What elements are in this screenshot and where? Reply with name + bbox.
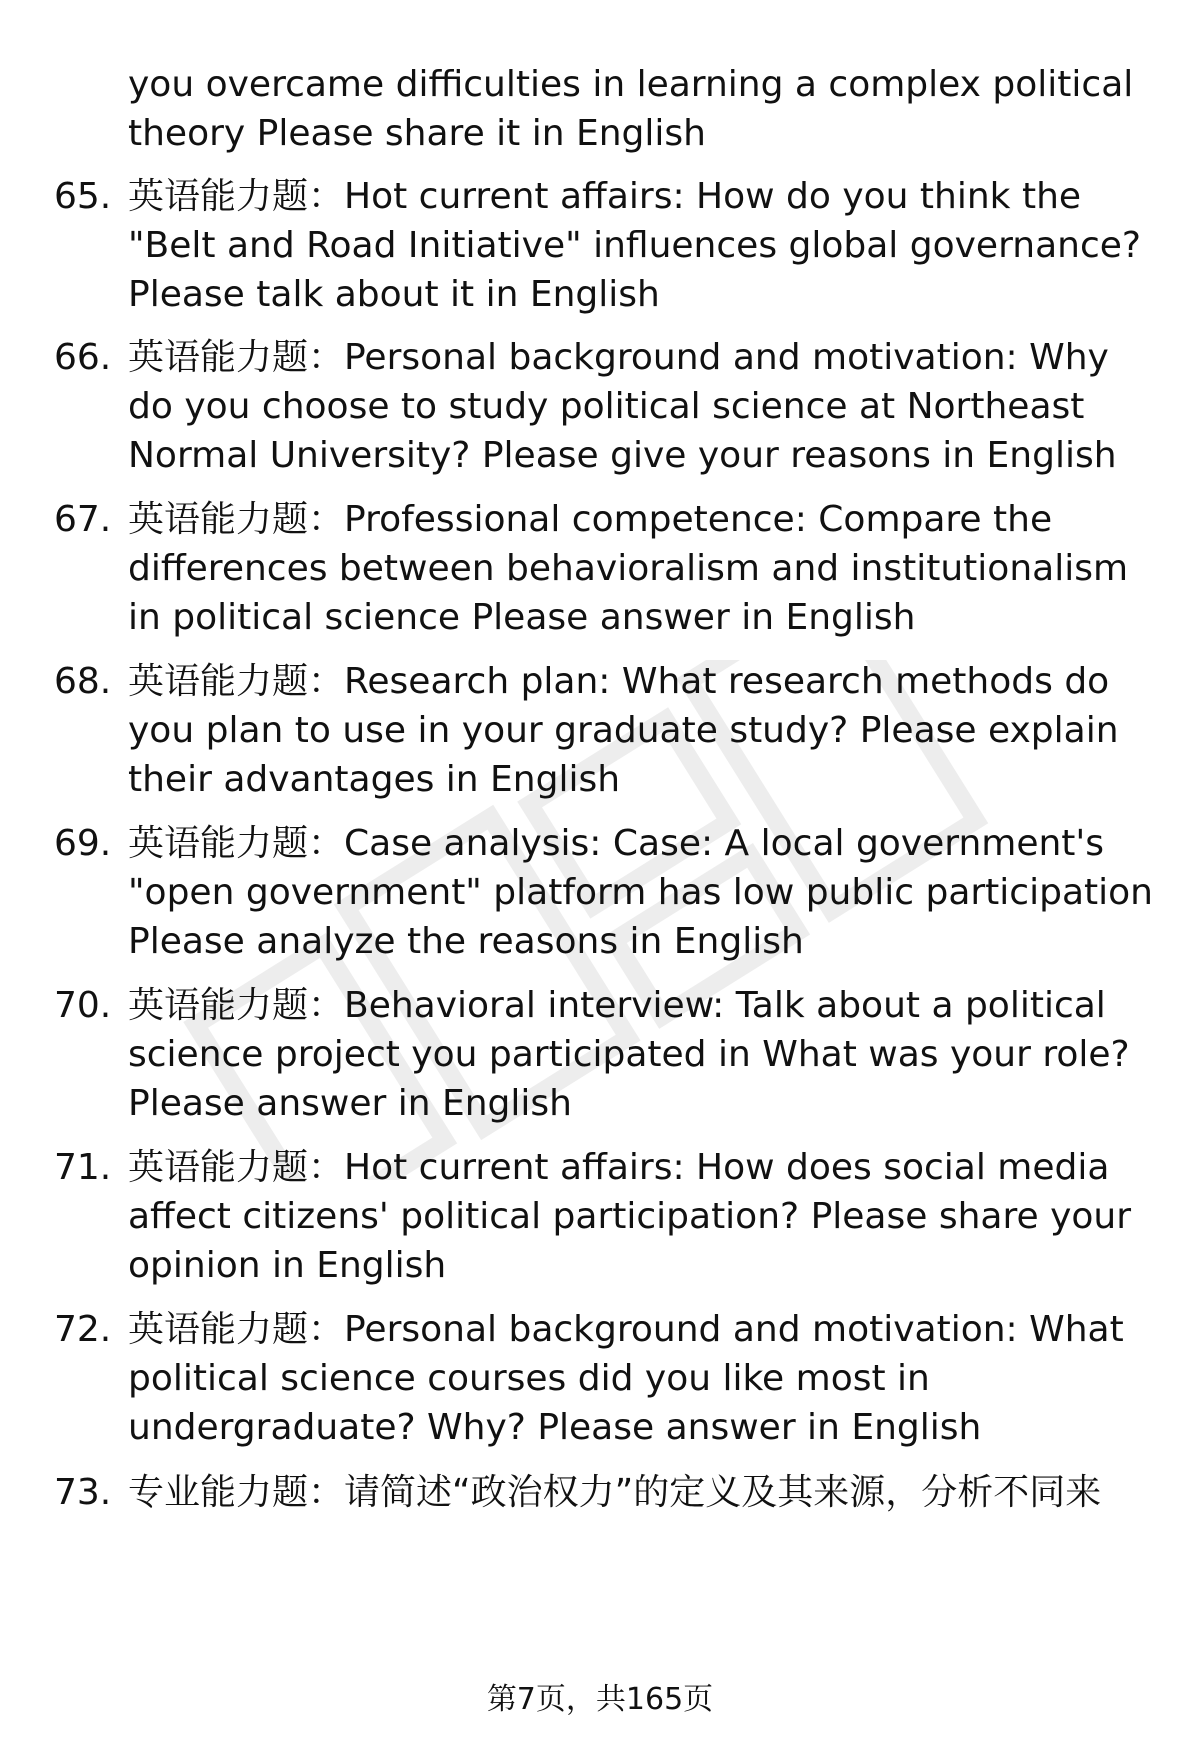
question-number: 67. <box>54 499 112 540</box>
continuation-text: you overcame difficulties in learning a complex political theory Please share it in English <box>128 64 1134 154</box>
question-text: 专业能力题：请简述“政治权力”的定义及其来源，分析不同来 <box>128 1472 1102 1513</box>
question-text: 英语能力题：Case analysis: Case: A local government's "open government" platform has low public participation Please analyze the reasons in English <box>128 823 1153 962</box>
question-text: 英语能力题：Hot current affairs: How do you think the "Belt and Road Initiative" influences global governance? Please talk about it in English <box>128 176 1141 315</box>
question-number: 66. <box>54 337 112 378</box>
page-footer: 第7页，共165页 <box>486 1682 714 1717</box>
question-text: 英语能力题：Hot current affairs: How does social media affect citizens' political participation? Please share your opinion in English <box>128 1147 1132 1286</box>
question-number: 69. <box>54 823 112 864</box>
question-number: 71. <box>54 1147 112 1188</box>
question-number: 72. <box>54 1309 112 1350</box>
question-number: 68. <box>54 661 112 702</box>
question-number: 73. <box>54 1472 112 1513</box>
question-text: 英语能力题：Behavioral interview: Talk about a political science project you participated in What was your role? Please answer in English <box>128 985 1130 1124</box>
question-text: 英语能力题：Personal background and motivation: Why do you choose to study political science at Northeast Normal University? Please give your reasons in English <box>128 337 1117 476</box>
question-text: 英语能力题：Personal background and motivation: What political science courses did you like most in undergraduate? Why? Please answer in English <box>128 1309 1124 1448</box>
question-number: 70. <box>54 985 112 1026</box>
question-number: 65. <box>54 176 112 217</box>
question-text: 英语能力题：Professional competence: Compare the differences between behavioralism and institutionalism in political science Please answer in English <box>128 499 1129 638</box>
question-text: 英语能力题：Research plan: What research methods do you plan to use in your graduate study? Please explain their advantages in English <box>128 661 1119 800</box>
